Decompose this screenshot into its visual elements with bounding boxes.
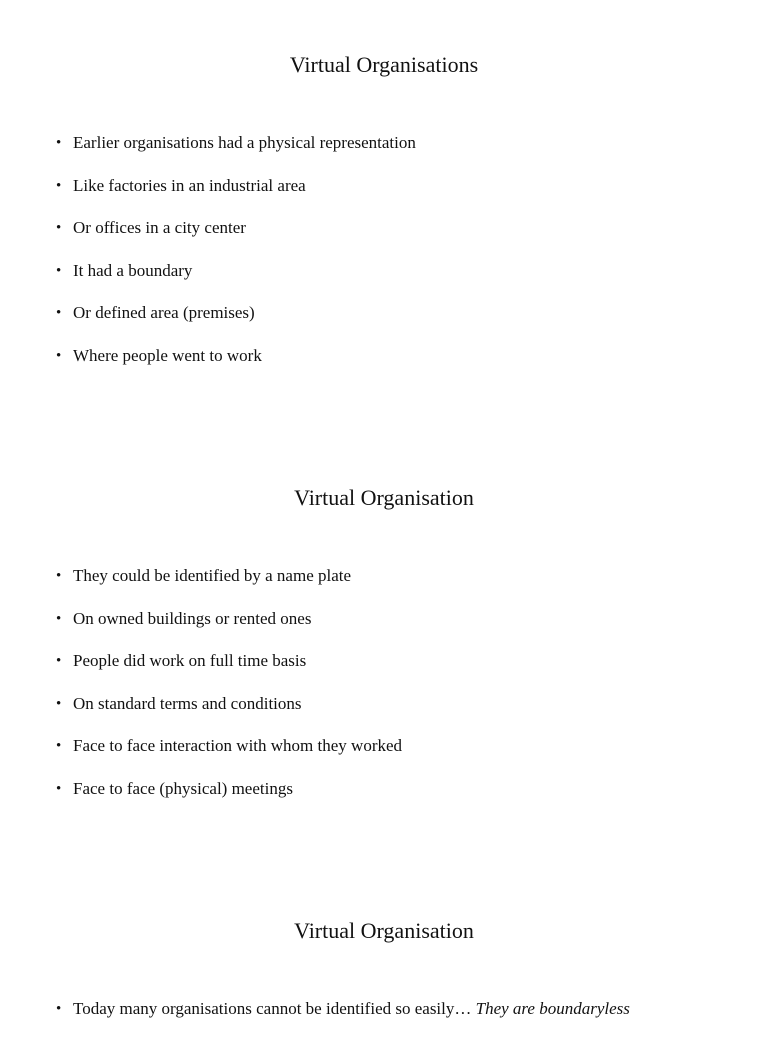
- bullet-list: [56, 565, 402, 820]
- list-item: [56, 778, 402, 821]
- bullet-icon: •: [56, 135, 62, 151]
- list-item: [56, 345, 416, 388]
- bullet-text: People did work on full time basis: [73, 651, 307, 670]
- bullet-text: Or offices in a city center: [73, 218, 246, 237]
- list-item: [56, 693, 402, 736]
- list-item: [56, 175, 416, 218]
- bullet-icon: •: [56, 780, 62, 797]
- bullet-text: Or defined area (premises): [73, 303, 255, 322]
- bullet-icon: •: [56, 738, 62, 754]
- bullet-text: Like factories in an industrial area: [73, 175, 306, 195]
- bullet-list: [56, 998, 630, 1041]
- list-item: [56, 735, 402, 778]
- list-item: [56, 132, 416, 175]
- bullet-text: They could be identified by a name plate: [73, 566, 352, 585]
- bullet-icon: •: [56, 177, 62, 194]
- bullet-icon: •: [56, 262, 62, 279]
- bullet-emphasis: They are boundaryless: [475, 999, 630, 1018]
- bullet-text: On owned buildings or rented ones: [73, 608, 312, 628]
- list-item: [56, 608, 402, 651]
- list-item: [56, 217, 416, 260]
- list-item: [56, 565, 402, 608]
- list-item: [56, 998, 630, 1041]
- slide-title: Virtual Organisation: [294, 918, 474, 943]
- bullet-text: Where people went to work: [73, 345, 262, 365]
- bullet-text: It had a boundary: [73, 260, 193, 280]
- slide-title: Virtual Organisation: [294, 485, 474, 510]
- bullet-text: Today many organisations cannot be identified so easily…: [73, 999, 476, 1018]
- bullet-icon: •: [56, 695, 62, 712]
- bullet-icon: •: [56, 220, 62, 236]
- bullet-text: Earlier organisations had a physical representation: [73, 133, 416, 152]
- bullet-icon: •: [56, 347, 62, 364]
- list-item: [56, 260, 416, 303]
- bullet-text: On standard terms and conditions: [73, 693, 302, 713]
- bullet-list: [56, 132, 416, 387]
- bullet-text: Face to face interaction with whom they worked: [73, 736, 403, 755]
- slide-title: Virtual Organisations: [289, 52, 479, 77]
- bullet-icon: •: [56, 653, 62, 669]
- list-item: [56, 650, 402, 693]
- bullet-text: Face to face (physical) meetings: [73, 778, 293, 798]
- bullet-icon: •: [56, 610, 62, 627]
- list-item: [56, 302, 416, 345]
- bullet-icon: •: [56, 305, 62, 321]
- bullet-icon: •: [56, 568, 62, 584]
- bullet-icon: •: [56, 1001, 62, 1017]
